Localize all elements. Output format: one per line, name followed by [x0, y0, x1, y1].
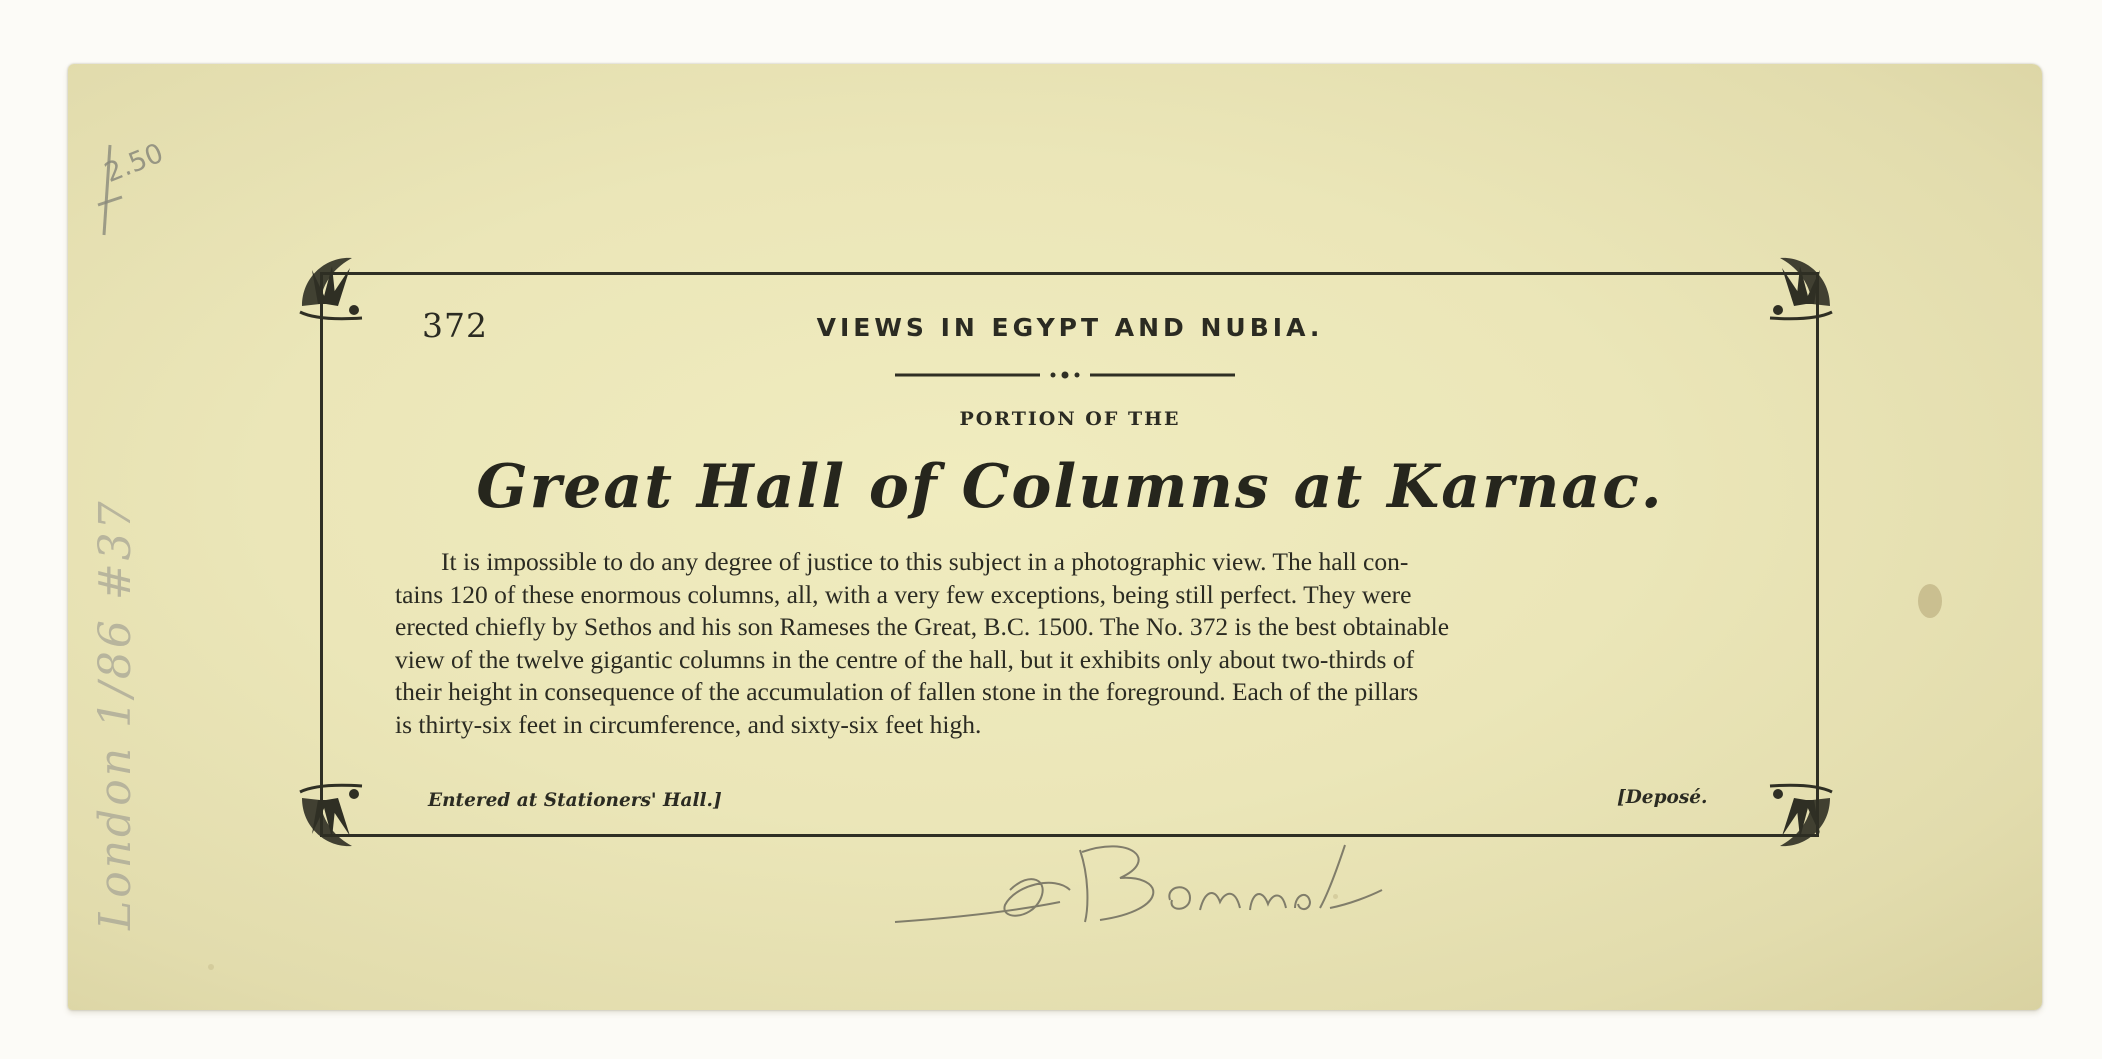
pencil-margin-note: London 1/86 #37	[90, 498, 141, 930]
series-heading: VIEWS IN EGYPT AND NUBIA.	[816, 313, 1324, 342]
pencil-price: 2.50	[100, 137, 168, 189]
view-number: 372	[422, 306, 488, 345]
palmette-ornament-icon	[292, 246, 372, 326]
description-line: It is impossible to do any degree of justice to this subject in a photographic view. The hall con-	[441, 547, 1409, 576]
copyright-entry: Entered at Stationers' Hall.]	[428, 790, 722, 811]
description-line: tains 120 of these enormous columns, all, with a very few exceptions, being still perfect. They were	[395, 579, 1412, 609]
description-line: is thirty-six feet in circumference, and sixty-six feet high.	[395, 709, 982, 739]
description-line: erected chiefly by Sethos and his son Rameses the Great, B.C. 1500. The No. 372 is the best obtainable	[395, 612, 1450, 641]
foxing-stain	[208, 964, 214, 970]
description-line: their height in consequence of the accumulation of fallen stone in the foreground. Each of the pillars	[395, 677, 1419, 706]
description-line: view of the twelve gigantic columns in the centre of the hall, but it exhibits only about two-thirds of	[395, 644, 1415, 674]
palmette-ornament-icon	[1760, 246, 1840, 326]
depose-mark: [Deposé.	[1617, 787, 1708, 808]
dotted-rule-ornament	[895, 370, 1235, 380]
card-title: Great Hall of Columns at Karnac.	[476, 452, 1664, 522]
palmette-ornament-icon	[1760, 778, 1840, 858]
description-text	[395, 546, 1765, 741]
palmette-ornament-icon	[292, 778, 372, 858]
handwritten-signature	[890, 830, 1390, 940]
portion-label: PORTION OF THE	[959, 408, 1181, 430]
foxing-stain	[1918, 584, 1942, 618]
